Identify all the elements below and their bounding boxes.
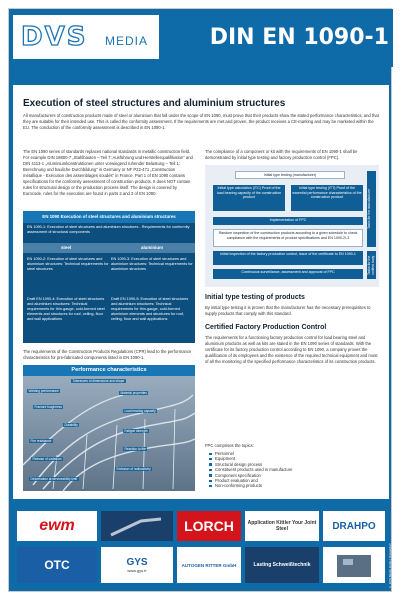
callout-label: Tolerances of dimensions and shape bbox=[72, 379, 125, 383]
table-header-row bbox=[23, 243, 195, 253]
sponsor-gys-logo[interactable] bbox=[101, 547, 173, 583]
side-label-manufacturer: Tasks for the manufacturer bbox=[367, 171, 376, 247]
welding-torch-icon bbox=[101, 511, 173, 541]
sponsor-lorch-text: LORCH bbox=[184, 518, 234, 534]
callout-label: Fire resistance bbox=[30, 439, 52, 443]
table-cell: EN 1090-2: Execution of steel structures and aluminium structures: Technical requirements for steel structures bbox=[27, 257, 109, 271]
sponsor-otc-logo[interactable] bbox=[17, 547, 97, 583]
intro-text: All manufacturers of construction products made of steel or aluminium that fall under the scope of EN 1090, must prove that their products show the stated performance characteristics, and that they are suitable for their intended use. This is called the conformity assessment. If the requirements are met and proven, the product receives a CE-marking and may be marketed within the EU. The conduction of the conformity assessment is described in EN 1090-1. bbox=[23, 113, 379, 130]
fpc-list-intro: FPC comprises the topics: bbox=[205, 443, 254, 448]
sponsor-photo-logo[interactable] bbox=[101, 511, 173, 541]
staircase-illustration bbox=[23, 365, 195, 491]
staircase-photo bbox=[23, 365, 195, 491]
sponsor-application-logo[interactable] bbox=[245, 511, 319, 541]
list-item: Non-conforming products bbox=[209, 483, 379, 488]
callout-label: Release of cadmium bbox=[32, 457, 62, 461]
left-text: The EN 1090 series of standards replaces national standards in metallic construction field. For example DIN 18800-7 „Stahlbauten – Teil 7: Ausführung und Herstellerqualifikation“ and DIN 4113-1 „Aluminiumkonstruktionen unter vorwiegend ruhender Belastung – Teil 1: Berechnung und bauliche Durchbildung“ in Germany or NF P22-471 „Construction métallique - Exécution des assemblages soudés“ in France. Part 1 of EN 1090 contains specifications for the conformity assessment of construction products. It does NOT contain rules for structural design or the production process itself. The design is covered by Eurocode, rules for the execution are found in parts 2 and 3 of EN 1090. bbox=[23, 149, 193, 196]
flow-itc: Initial type calculation (ITC) Proof of the load bearing capacity of the construction product bbox=[213, 185, 285, 211]
below-table-text: The requirements of the Construction Products Regulations (CPR) lead to the performance characteristics for pre-fabricated components listed in EN 1090-1. bbox=[23, 349, 192, 360]
conformity-flow-diagram bbox=[205, 165, 379, 287]
flow-initial-inspection: Initial inspection of the factory production control, issue of the certificate to EN 1090-1 bbox=[213, 251, 363, 265]
dvs-media-logo bbox=[13, 15, 159, 59]
sponsor-drahpo-logo[interactable] bbox=[323, 511, 385, 541]
standards-table bbox=[23, 211, 195, 343]
sponsor-autogen-logo[interactable] bbox=[177, 547, 241, 583]
flow-fpc-implementation: Implementation of FPC bbox=[213, 217, 363, 225]
copyright-text: © DVS Media GmbH, Düsseldorf bbox=[388, 543, 392, 589]
callout-label: Load bearing capacity bbox=[124, 409, 156, 413]
callout-label: Reaction to fire bbox=[124, 447, 146, 451]
sponsor-autogen-text: AUTOGEN RITTER GmbH bbox=[181, 562, 237, 568]
sponsor-strip bbox=[13, 505, 389, 589]
callout-label: Emission of radioactivity bbox=[116, 467, 151, 471]
list-item: Personnel bbox=[209, 451, 379, 456]
logo-main: DVS bbox=[21, 22, 88, 52]
table-col-aluminium: aluminium bbox=[141, 245, 163, 250]
sponsor-machine-logo[interactable] bbox=[323, 547, 385, 583]
flow-top: Initial type testing (manufacturer) bbox=[235, 171, 345, 179]
flow-itt: Initial type testing (ITT) Proof of the essential performance characteristics of the construction product bbox=[291, 185, 363, 211]
content-panel bbox=[13, 85, 389, 499]
sponsor-drahpo-text: DRAHPO bbox=[332, 520, 376, 532]
list-item: Structural design process bbox=[209, 462, 379, 467]
list-item: Constituent products used in manufacture bbox=[209, 467, 379, 472]
itt-title: Initial type testing of products bbox=[205, 294, 305, 301]
photo-title: Performance characteristics bbox=[23, 365, 195, 376]
flow-random-inspection: Random inspection of the construction products according to a given schedule to check compliance with the requirements of product specifications and EN 1090-2/-3 bbox=[213, 229, 363, 247]
sponsor-lasting-text: Lasting Schweißtechnik bbox=[253, 562, 311, 568]
callout-label: Fatigue strength bbox=[124, 429, 148, 433]
right-text: The compliance of a component or kit with the requirements of EN 1090-1 shall be demonstrated by initial type testing and factory production control (FPC). bbox=[205, 149, 358, 160]
table-cell: EN 1090-3: Execution of steel structures and aluminium structures: Technical requirements for aluminium structures bbox=[111, 257, 193, 271]
fpc-text: The requirements for a functioning factory production control for load bearing steel and aluminium products as well as kits are stated in the EN 1090 series of standards. With the certificate for its factory production control according to EN 1090, a company proves the qualification of its employees and the existence of the required technical equipment and most of all the monitoring of the specified performance characteristics of its construction products. bbox=[205, 335, 378, 364]
page-title: DIN EN 1090-1 bbox=[209, 25, 389, 50]
sponsor-otc-text: OTC bbox=[44, 558, 70, 572]
sponsor-ewm-logo[interactable] bbox=[17, 511, 97, 541]
side-label-notified-body: Tasks for the notified body bbox=[367, 251, 376, 279]
logo-sub: MEDIA bbox=[105, 34, 149, 48]
callout-label: Durability bbox=[64, 423, 78, 427]
flow-surveillance: Continuous surveillance, assessment and approval of FPC bbox=[213, 269, 363, 279]
list-item: Product evaluation and bbox=[209, 478, 379, 483]
table-cell: Draft EN 1090-4: Execution of steel structures and aluminium structures: Technical requirements for thin-gauge, cold-formed steel elements and structures for roof, ceiling, floor and wall applications bbox=[27, 297, 105, 321]
fpc-title: Certified Factory Production Control bbox=[205, 324, 327, 331]
machine-icon bbox=[323, 547, 385, 583]
section-title: Execution of steel structures and aluminium structures bbox=[23, 98, 286, 109]
sponsor-lorch-logo[interactable] bbox=[177, 511, 241, 541]
list-item: Equipment bbox=[209, 456, 379, 461]
sponsor-lasting-logo[interactable] bbox=[245, 547, 319, 583]
list-item: Component specification bbox=[209, 473, 379, 478]
poster bbox=[8, 8, 392, 592]
sponsor-gys-url[interactable]: www.gys.fr bbox=[127, 568, 147, 573]
table-title: EN 1090 Execution of steel structures and aluminium structures bbox=[23, 211, 195, 223]
callout-label: Deformation at serviceability limit bbox=[30, 477, 78, 481]
table-col-steel: steel bbox=[60, 245, 71, 250]
sponsor-application-text: Application Kittler Your Joint Steel bbox=[247, 520, 317, 532]
fpc-topic-list bbox=[209, 451, 379, 495]
callout-label: Welding performance bbox=[28, 389, 59, 393]
callout-label: Material properties bbox=[120, 391, 147, 395]
callout-label: Fracture toughness bbox=[34, 405, 62, 409]
table-cell: Draft EN 1090-5: Execution of steel structures and aluminium structures: Technical requirements for thin-gauge, cold-formed aluminium elements and structures for roof, ceiling, floor and wall applications bbox=[111, 297, 189, 321]
table-en1090-1: EN 1090-1: Execution of steel structures and aluminium structures - Requirements for conformity assessment of structural components bbox=[27, 225, 190, 234]
header bbox=[9, 9, 393, 67]
itt-text: By initial type testing it is proven that the manufacturer has the necessary prerequisites to supply products that comply with this standard. bbox=[205, 305, 371, 316]
sponsor-gys-text: GYS bbox=[126, 557, 148, 568]
sponsor-ewm-text: ewm bbox=[39, 517, 75, 534]
